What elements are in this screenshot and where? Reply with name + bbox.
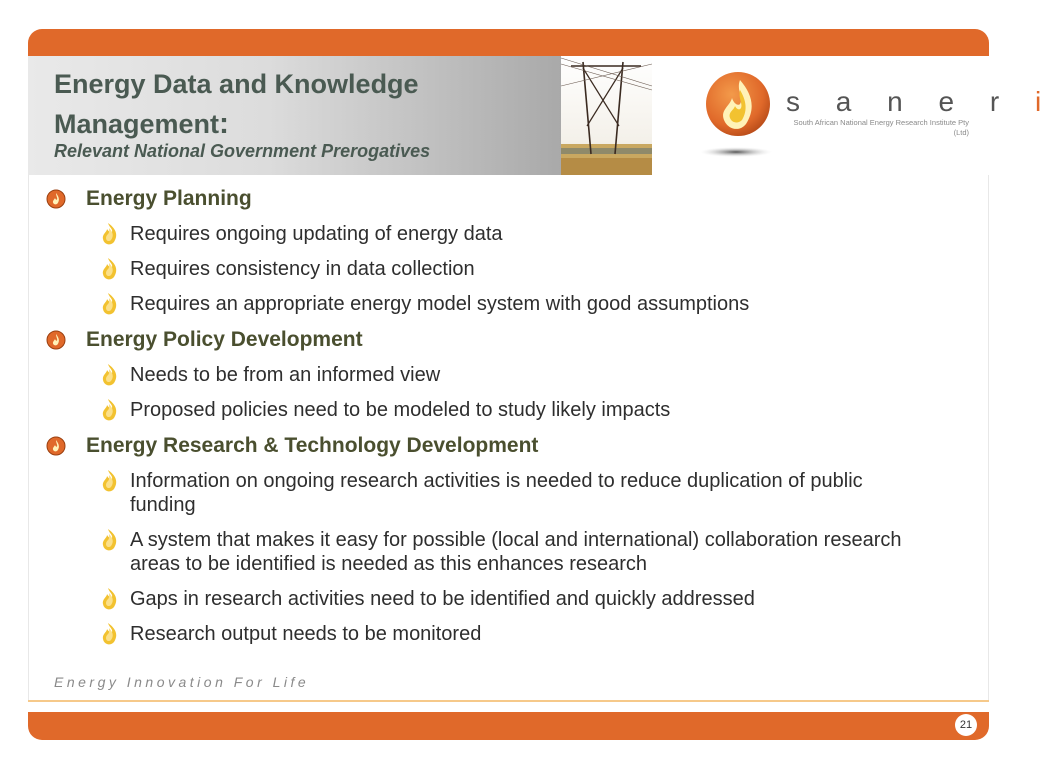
list-item bbox=[46, 292, 946, 316]
section-heading-text: Energy Planning bbox=[86, 187, 252, 210]
saneri-flame-logo-icon bbox=[700, 68, 780, 158]
section-heading-text: Energy Policy Development bbox=[86, 328, 363, 351]
section-heading-energy-policy bbox=[46, 327, 946, 353]
list-item bbox=[46, 363, 946, 387]
list-item bbox=[46, 528, 946, 576]
list-item bbox=[46, 622, 946, 646]
yellow-flame-icon bbox=[101, 222, 121, 246]
list-item bbox=[46, 469, 946, 517]
flame-logo-icon bbox=[46, 189, 66, 209]
saneri-wordmark bbox=[786, 86, 1041, 118]
yellow-flame-icon bbox=[101, 469, 121, 493]
wordmark-accent-letter: i bbox=[1034, 86, 1041, 117]
bullet-list bbox=[46, 186, 946, 657]
page-number: 21 bbox=[955, 714, 977, 736]
list-item bbox=[46, 257, 946, 281]
bottom-accent-bar bbox=[28, 712, 989, 740]
list-item-text: A system that makes it easy for possible (local and international) collaboration research areas to be identified is needed as this enhances research bbox=[130, 529, 902, 575]
footer-tagline: Energy Innovation For Life bbox=[54, 674, 310, 690]
slide-title-text: Energy Data and Knowledge Management bbox=[54, 69, 419, 139]
list-item-text: Research output needs to be monitored bbox=[130, 623, 482, 645]
power-pylon-photo bbox=[561, 56, 652, 175]
yellow-flame-icon bbox=[101, 528, 121, 552]
flame-logo-icon bbox=[46, 436, 66, 456]
slide-subtitle: Relevant National Government Prerogatives bbox=[54, 141, 431, 161]
yellow-flame-icon bbox=[101, 622, 121, 646]
list-item-text: Requires consistency in data collection bbox=[130, 258, 475, 280]
wordmark-text: s a n e r bbox=[786, 86, 1014, 117]
flame-logo-icon bbox=[46, 330, 66, 350]
slide-title bbox=[54, 64, 544, 144]
section-heading-energy-planning bbox=[46, 186, 946, 212]
yellow-flame-icon bbox=[101, 398, 121, 422]
yellow-flame-icon bbox=[101, 292, 121, 316]
list-item-text: Proposed policies need to be modeled to study likely impacts bbox=[130, 399, 671, 421]
yellow-flame-icon bbox=[101, 587, 121, 611]
list-item bbox=[46, 222, 946, 246]
slide-title-colon: : bbox=[219, 107, 230, 140]
list-item-text: Requires ongoing updating of energy data bbox=[130, 223, 503, 245]
section-heading-text: Energy Research & Technology Development bbox=[86, 434, 539, 457]
yellow-flame-icon bbox=[101, 363, 121, 387]
list-item bbox=[46, 587, 946, 611]
list-item-text: Gaps in research activities need to be identified and quickly addressed bbox=[130, 588, 755, 610]
list-item-text: Information on ongoing research activities is needed to reduce duplication of public funding bbox=[130, 470, 863, 516]
footer-divider bbox=[28, 700, 989, 702]
yellow-flame-icon bbox=[101, 257, 121, 281]
list-item-text: Requires an appropriate energy model system with good assumptions bbox=[130, 293, 750, 315]
list-item bbox=[46, 398, 946, 422]
logo-tagline: South African National Energy Research Institute Pty (Ltd) bbox=[793, 118, 969, 137]
list-item-text: Needs to be from an informed view bbox=[130, 364, 441, 386]
top-accent-bar bbox=[28, 29, 989, 56]
section-heading-energy-research bbox=[46, 433, 946, 459]
